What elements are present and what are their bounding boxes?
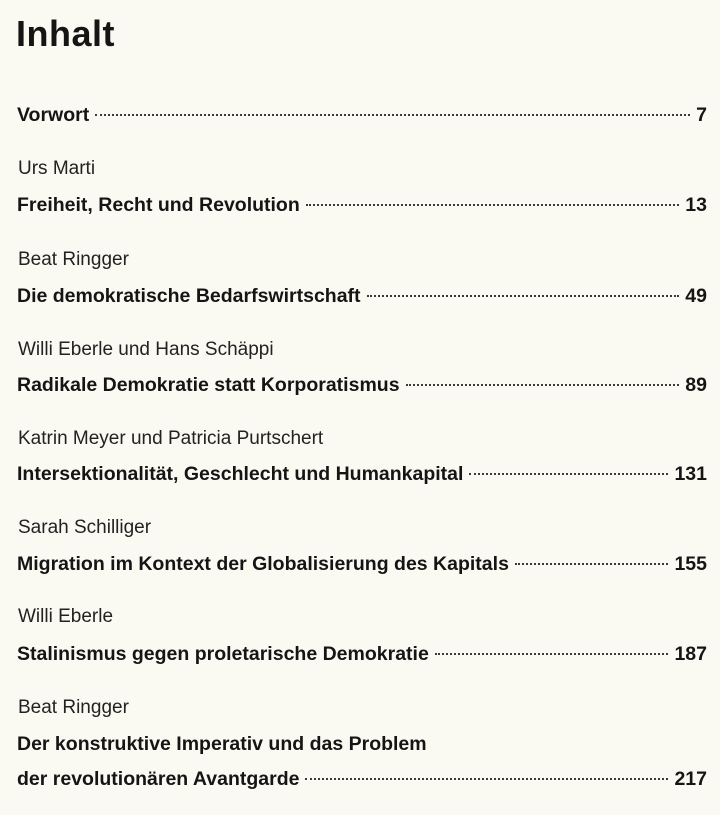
toc-entry-vorwort xyxy=(17,102,707,128)
toc-entry xyxy=(17,641,707,667)
toc-page-number: 7 xyxy=(696,104,707,126)
toc-entry-title: Vorwort xyxy=(17,104,90,126)
toc-entry-row xyxy=(17,192,707,218)
toc-entry-row xyxy=(17,766,707,792)
toc-entry-title: Die demokratische Bedarfswirtschaft xyxy=(17,285,361,307)
toc-entry-row xyxy=(17,102,707,128)
toc-entry xyxy=(17,372,707,398)
toc-page-number: 155 xyxy=(674,553,707,575)
dot-leader xyxy=(367,295,680,297)
toc-author: Beat Ringger xyxy=(18,249,129,270)
toc-entry-row xyxy=(17,461,707,487)
dot-leader xyxy=(469,473,668,475)
toc-entry xyxy=(17,551,707,577)
toc-entry-row xyxy=(17,551,707,577)
page-title: Inhalt xyxy=(16,13,115,54)
toc-entry-title: der revolutionären Avantgarde xyxy=(17,768,300,790)
dot-leader xyxy=(406,384,680,386)
toc-entry-title: Stalinismus gegen proletarische Demokratie xyxy=(17,643,429,665)
toc-author: Willi Eberle und Hans Schäppi xyxy=(18,339,274,360)
toc-page-number: 217 xyxy=(674,768,707,790)
dot-leader xyxy=(515,563,669,565)
toc-entry xyxy=(17,192,707,218)
dot-leader xyxy=(305,778,668,780)
toc-entry-title: Radikale Demokratie statt Korporatismus xyxy=(17,374,400,396)
toc-entry-title: Migration im Kontext der Globalisierung des Kapitals xyxy=(17,553,509,575)
toc-author: Willi Eberle xyxy=(18,606,114,627)
toc-entry-title-line1: Der konstruktive Imperativ und das Problem xyxy=(17,733,427,755)
toc-page-number: 49 xyxy=(685,285,707,307)
toc-entry xyxy=(17,766,707,792)
toc-page-number: 13 xyxy=(685,194,707,216)
toc-author: Beat Ringger xyxy=(18,697,129,718)
dot-leader xyxy=(306,204,680,206)
toc-entry-row xyxy=(17,283,707,309)
toc-page-number: 187 xyxy=(674,643,707,665)
toc-entry xyxy=(17,461,707,487)
toc-author: Urs Marti xyxy=(18,158,96,179)
toc-entry-title: Intersektionalität, Geschlecht und Humankapital xyxy=(17,463,464,485)
dot-leader xyxy=(95,114,690,116)
toc-entry-row xyxy=(17,372,707,398)
toc-entry xyxy=(17,731,707,757)
toc-entry xyxy=(17,283,707,309)
dot-leader xyxy=(435,653,669,655)
toc-page-number: 89 xyxy=(685,374,707,396)
toc-entry-title: Freiheit, Recht und Revolution xyxy=(17,194,300,216)
toc-entry-row xyxy=(17,641,707,667)
toc-page-number: 131 xyxy=(674,463,707,485)
toc-author: Sarah Schilliger xyxy=(18,517,152,538)
toc-author: Katrin Meyer und Patricia Purtschert xyxy=(18,428,324,449)
